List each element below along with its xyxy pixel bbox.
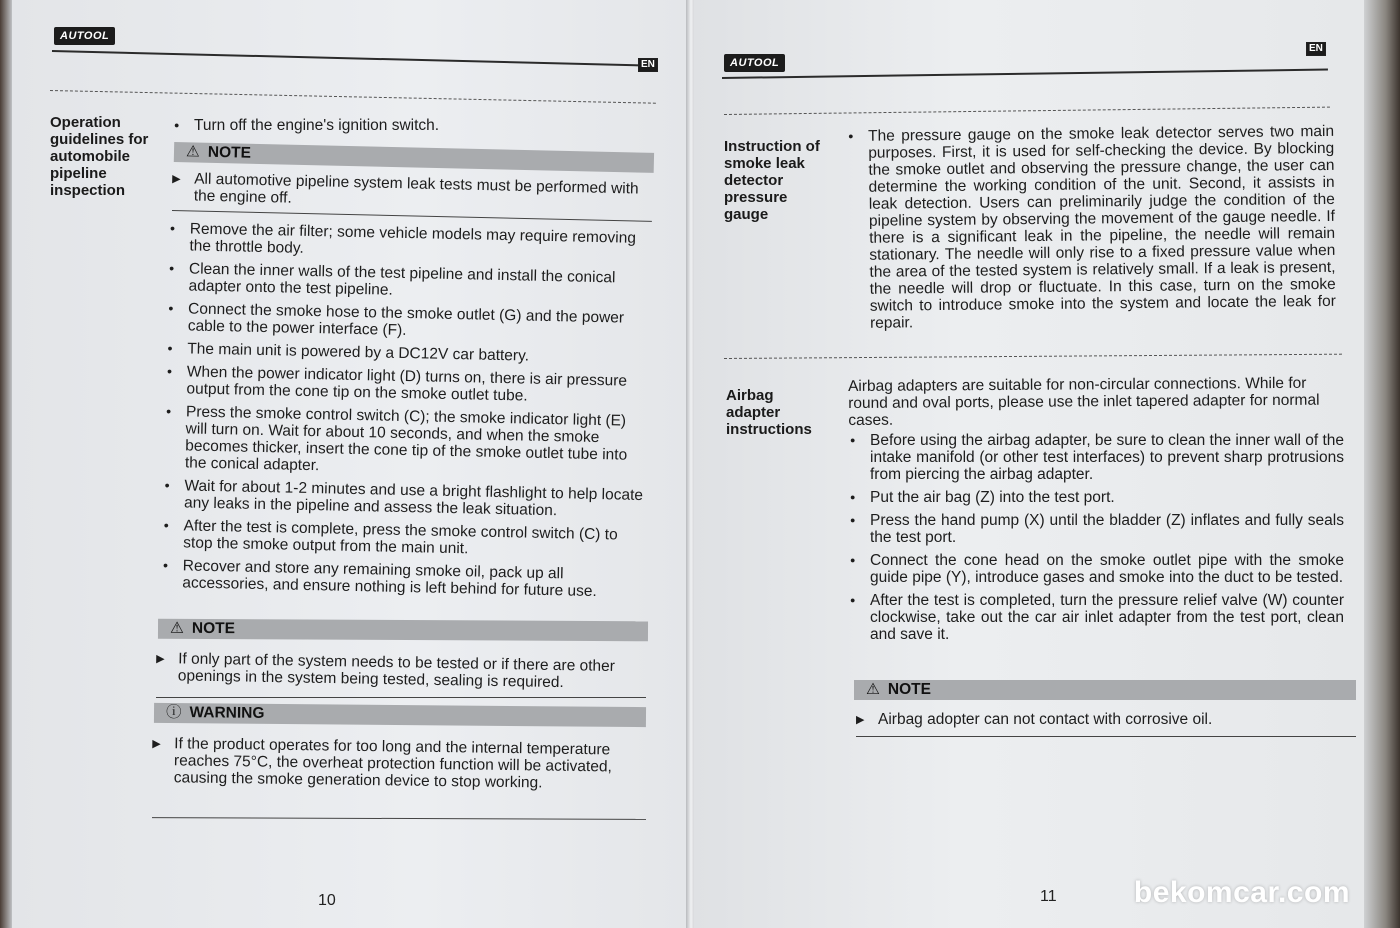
warning-triangle-icon: ⚠ [169, 619, 184, 637]
left-page [12, 0, 688, 928]
list-item: ● Put the air bag (Z) into the test port. [848, 489, 1344, 506]
page-number-left: 10 [318, 892, 336, 909]
list-item: ● Clean the inner walls of the test pipeline and install the conical adapter onto the test pipeline. [166, 260, 651, 304]
autool-logo: AUTOOL [54, 27, 115, 45]
airbag-steps-list [848, 432, 1344, 649]
section-divider-2 [724, 354, 1342, 359]
note-text: ▶ Airbag adopter can not contact with corrosive oil. [856, 711, 1356, 728]
header-rule [722, 69, 1328, 79]
right-page [694, 0, 1364, 928]
warning-rule [152, 817, 646, 820]
watermark: bekomcar.com [1133, 876, 1350, 909]
list-item: ● Press the hand pump (X) until the bladder (Z) inflates and fully seals the test port. [848, 512, 1344, 546]
list-item: ● The pressure gauge on the smoke leak detector serves two main purposes. First, it is used for self-checking the device. By blocking the smoke outlet and observing the pressure change, the user can determine the working condition of the unit. Second, it assists in leak detection. Users can preliminarily judge the condition of the pipeline system by observing the movement of the gauge needle. If there is a significant leak in the pipeline, the needle will remain stationary. The needle will only rise to a fixed pressure value when the area of the tested system is relatively small. If a leak is present, the needle will drop or fluctuate. In this case, turn on the smoke switch to introduce smoke into the system and locate the leak for repair. [846, 123, 1336, 332]
warning-circle-icon: ⓘ [165, 703, 182, 722]
book-edge-left [0, 0, 12, 928]
section-title-operation: Operation guidelines for automobile pipeline inspection [50, 114, 149, 199]
note-rule [856, 736, 1356, 737]
section-divider [724, 107, 1330, 115]
section-title-gauge: Instruction of smoke leak detector pressure gauge [724, 138, 820, 223]
list-item: ● Connect the smoke hose to the smoke outlet (G) and the power cable to the power interface (F). [166, 300, 651, 344]
note-rule-2 [156, 697, 646, 698]
autool-logo: AUTOOL [724, 54, 785, 72]
list-item: ● Turn off the engine's ignition switch. [172, 117, 652, 134]
first-step-list [172, 117, 652, 140]
warning-triangle-icon: ⚠ [185, 143, 201, 161]
note-banner: ⚠ NOTE [174, 142, 654, 173]
list-item: ● Wait for about 1-2 minutes and use a bright flashlight to help locate any leaks in the pipeline and assess the leak situation. [162, 477, 647, 521]
list-item: ● Press the smoke control switch (C); the smoke indicator light (E) will turn on. Wait for about 10 seconds, and when the smoke becomes thicker, insert the cone tip of the smoke outlet tube into the conical adapter. [163, 403, 648, 481]
gauge-list [846, 123, 1336, 338]
list-item: ● Before using the airbag adapter, be sure to clean the inner wall of the intake manifold (or other test interfaces) to prevent sharp protrusions from piercing the airbag adapter. [848, 432, 1344, 483]
list-item: ● Connect the cone head on the smoke outlet pipe with the smoke guide pipe (Y), introduce gases and smoke into the duct to be tested. [848, 552, 1344, 586]
list-item: ● The main unit is powered by a DC12V car battery. [165, 340, 649, 367]
operation-steps-list [160, 220, 652, 607]
section-divider [50, 90, 656, 104]
warning-banner: ⓘ WARNING [154, 703, 646, 727]
note-banner: ⚠ NOTE [854, 680, 1356, 700]
language-badge: EN [638, 58, 658, 72]
page-number-right: 11 [1040, 888, 1057, 905]
list-item: ● After the test is completed, turn the pressure relief valve (W) counter clockwise, take out the car air inlet adapter from the test port, clean and save it. [848, 592, 1344, 643]
language-badge: EN [1306, 42, 1326, 56]
list-item: ● When the power indicator light (D) turns on, there is air pressure output from the cone tip on the smoke outlet tube. [164, 363, 649, 407]
list-item: ● Remove the air filter; some vehicle models may require removing the throttle body. [167, 220, 652, 264]
airbag-intro: Airbag adapters are suitable for non-circular connections. While for round and oval ports, please use the inlet tapered adapter for normal cases. [848, 374, 1320, 429]
section-title-airbag: Airbag adapter instructions [726, 387, 812, 438]
warning-triangle-icon: ⚠ [866, 681, 880, 698]
note-text: ▶ All automotive pipeline system leak tests must be performed with the engine off. [172, 170, 655, 215]
book-edge-right [1364, 0, 1400, 928]
warning-text: ▶ If the product operates for too long and the internal temperature reaches 75°C, the overheat protection function will be activated, causing the smoke generation device to stop working. [152, 735, 647, 793]
note-text-2: ▶ If only part of the system needs to be tested or if there are other openings in the system being tested, sealing is required. [156, 650, 649, 693]
list-item: ● Recover and store any remaining smoke oil, pack up all accessories, and ensure nothing is left behind for future use. [160, 557, 645, 601]
note-banner-2: ⚠ NOTE [158, 619, 648, 642]
list-item: ● After the test is complete, press the smoke control switch (C) to stop the smoke output from the main unit. [161, 517, 646, 561]
header-rule [52, 50, 656, 67]
